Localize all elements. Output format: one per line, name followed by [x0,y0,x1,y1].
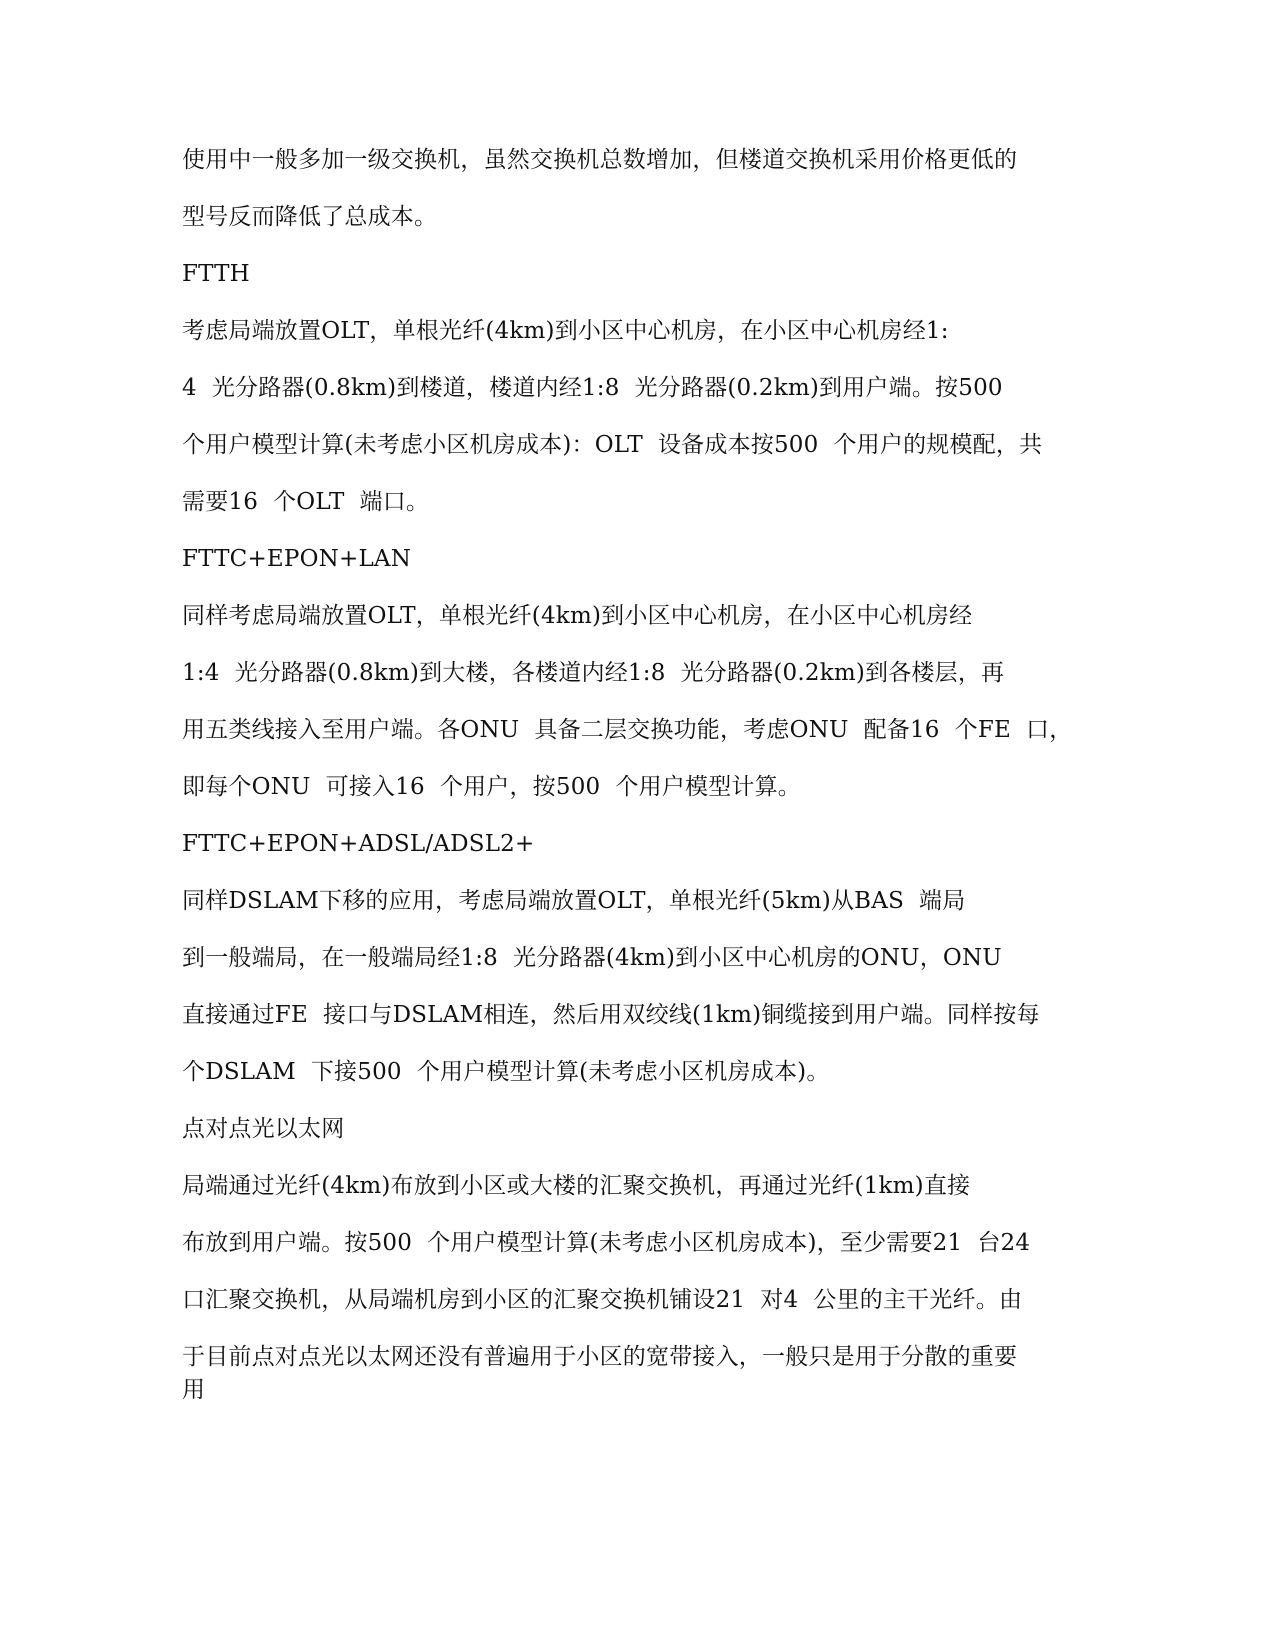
paragraph-line: 到一般端局，在一般端局经1:8 光分路器(4km)到小区中心机房的ONU，ONU [182,945,1002,971]
paragraph-line: 用五类线接入至用户端。各ONU 具备二层交换功能，考虑ONU 配备16 个FE 口， [182,717,1073,743]
paragraph-line: 口汇聚交换机，从局端机房到小区的汇聚交换机铺设21 对4 公里的主干光纤。由 [182,1287,1023,1313]
paragraph-line: 局端通过光纤(4km)布放到小区或大楼的汇聚交换机，再通过光纤(1km)直接 [182,1173,971,1199]
paragraph-line: 考虑局端放置OLT，单根光纤(4km)到小区中心机房，在小区中心机房经1: [182,318,949,344]
paragraph-line: 同样考虑局端放置OLT，单根光纤(4km)到小区中心机房，在小区中心机房经 [182,603,973,629]
paragraph-line: 个用户模型计算(未考虑小区机房成本)：OLT 设备成本按500 个用户的规模配，共 [182,432,1043,458]
paragraph-line: 布放到用户端。按500 个用户模型计算(未考虑小区机房成本)，至少需要21 台24 [182,1230,1031,1256]
paragraph-line: 个DSLAM 下接500 个用户模型计算(未考虑小区机房成本)。 [182,1059,830,1085]
paragraph-line: 同样DSLAM下移的应用，考虑局端放置OLT，单根光纤(5km)从BAS 端局 [182,888,966,914]
paragraph-line: 4 光分路器(0.8km)到楼道，楼道内经1:8 光分路器(0.2km)到用户端。按500 [182,375,1003,401]
paragraph-line: 于目前点对点光以太网还没有普遍用于小区的宽带接入，一般只是用于分散的重要 [182,1344,1018,1370]
section-heading: 点对点光以太网 [182,1116,345,1142]
paragraph-line: 即每个ONU 可接入16 个用户，按500 个用户模型计算。 [182,774,801,800]
paragraph-line: 需要16 个OLT 端口。 [182,489,430,515]
paragraph-line: 1:4 光分路器(0.8km)到大楼，各楼道内经1:8 光分路器(0.2km)到各楼层，再 [182,660,1005,686]
section-heading: FTTC+EPON+LAN [182,546,412,572]
section-heading: FTTH [182,261,250,287]
paragraph-line: 直接通过FE 接口与DSLAM相连，然后用双绞线(1km)铜缆接到用户端。同样按每 [182,1002,1040,1028]
paragraph-line: 型号反而降低了总成本。 [182,204,438,230]
paragraph-line: 用 [182,1377,206,1403]
paragraph-line: 使用中一般多加一级交换机，虽然交换机总数增加，但楼道交换机采用价格更低的 [182,147,1018,173]
section-heading: FTTC+EPON+ADSL/ADSL2+ [182,831,535,857]
